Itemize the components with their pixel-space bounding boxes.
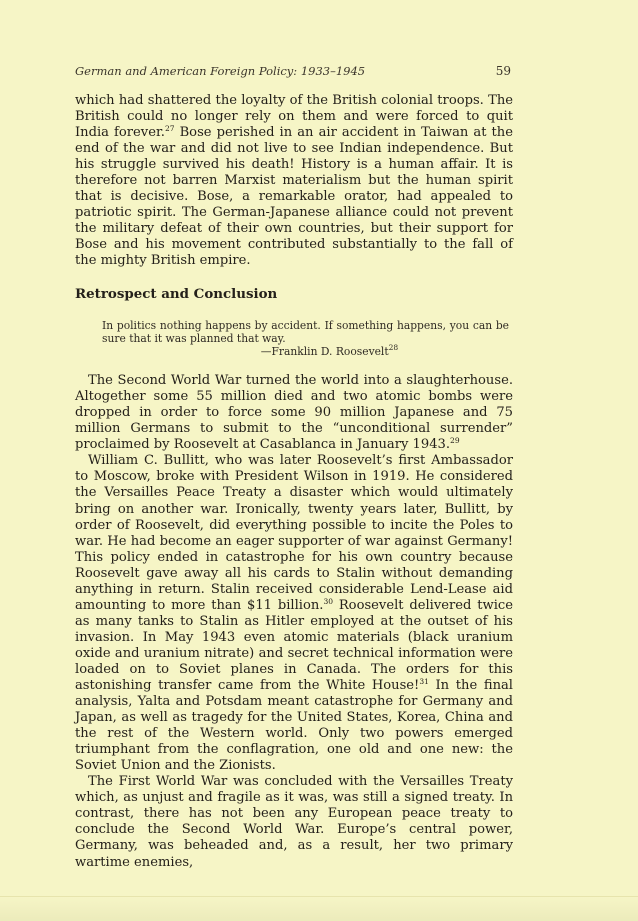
page-number: 59 [495,64,511,78]
running-head [75,64,513,78]
footnote-ref: 28 [388,342,399,352]
footnote-ref: 30 [323,596,333,606]
paragraph [75,453,513,774]
footnote-ref: 29 [450,436,460,446]
paragraph-text: Roosevelt delivered twice as many tanks to Stalin as Hitler employed at the outset of his invasion. In May 1943 even atomic materials (black uranium oxide and uranium nitrate) and secret technical information were loaded on to Soviet planes in Canada. The orders for this astonishing transfer came from the White House! [75,597,513,694]
page-bottom-edge [0,896,638,921]
paragraph-text: Bose perished in an air accident in Taiwan at the end of the war and did not live to see Indian independence. But his struggle survived his death! History is a human affair. It is therefore not barren Marxist materialism but the human spirit that is decisive. Bose, a remarkable orator, had appealed to patriotic spirit. The German-Japanese alliance could not prevent the military defeat of their own countries, but their support for Bose and his movement contributed substantially to the fall of the mighty British empire. [75,125,513,269]
section-heading: Retrospect and Conclusion [75,285,278,302]
paragraph-text: In the final analysis, Yalta and Potsdam meant catastrophe for Germany and Japan, as well as tragedy for the United States, Korea, China and the rest of the Western world. Only two powers emerged triumphant from the conflagration, one old and one new: the Soviet Union and the Zionists. [75,678,513,774]
epigraph [102,319,509,359]
epigraph-attribution [150,342,509,358]
epigraph-quote: In politics nothing happens by accident. If something happens, you can be sure that it was planned that way. [102,318,509,345]
paragraph-text: William C. Bullitt, who was later Roosevelt’s first Ambassador to Moscow, broke with President Wilson in 1919. He considered the Versailles Peace Treaty a disaster which would ultimately bring on another war. Ironically, twenty years later, Bullitt, by order of Roosevelt, did everything possible to incite the Poles to war. He had become an eager supporter of war against Germany! This policy ended in catastrophe for his own country because Roosevelt gave away all his cards to Stalin without demanding anything in return. Stalin received considerable Lend-Lease aid amounting to more than $11 billion. [75,453,513,613]
footnote-ref: 31 [419,677,429,687]
footnote-ref: 27 [164,124,175,134]
paragraph-text: The First World War was concluded with the Versailles Treaty which, as unjust and fragile as it was, was still a signed treaty. In contrast, there has not been any European peace treaty to conclude the Second World War. Europe’s central power, Germany, was beheaded and, as a result, her two primary wartime enemies, [75,774,513,870]
paragraph [75,774,513,870]
paragraph [75,373,513,453]
page-body [75,64,513,871]
epigraph-author: —Franklin D. Roosevelt [260,344,389,358]
paragraph-continued [75,93,513,270]
running-head-title: German and American Foreign Policy: 1933–1945 [75,64,366,78]
paragraph-text: which had shattered the loyalty of the British colonial troops. The British could no longer rely on them and were forced to quit India forever. [75,93,513,141]
paragraph-text: The Second World War turned the world into a slaughterhouse. Altogether some 55 million died and two atomic bombs were dropped in order to force some 90 million Japanese and 75 million Germans to submit to the “unconditional surrender” proclaimed by Roosevelt at Casablanca in January 1943. [75,373,513,453]
